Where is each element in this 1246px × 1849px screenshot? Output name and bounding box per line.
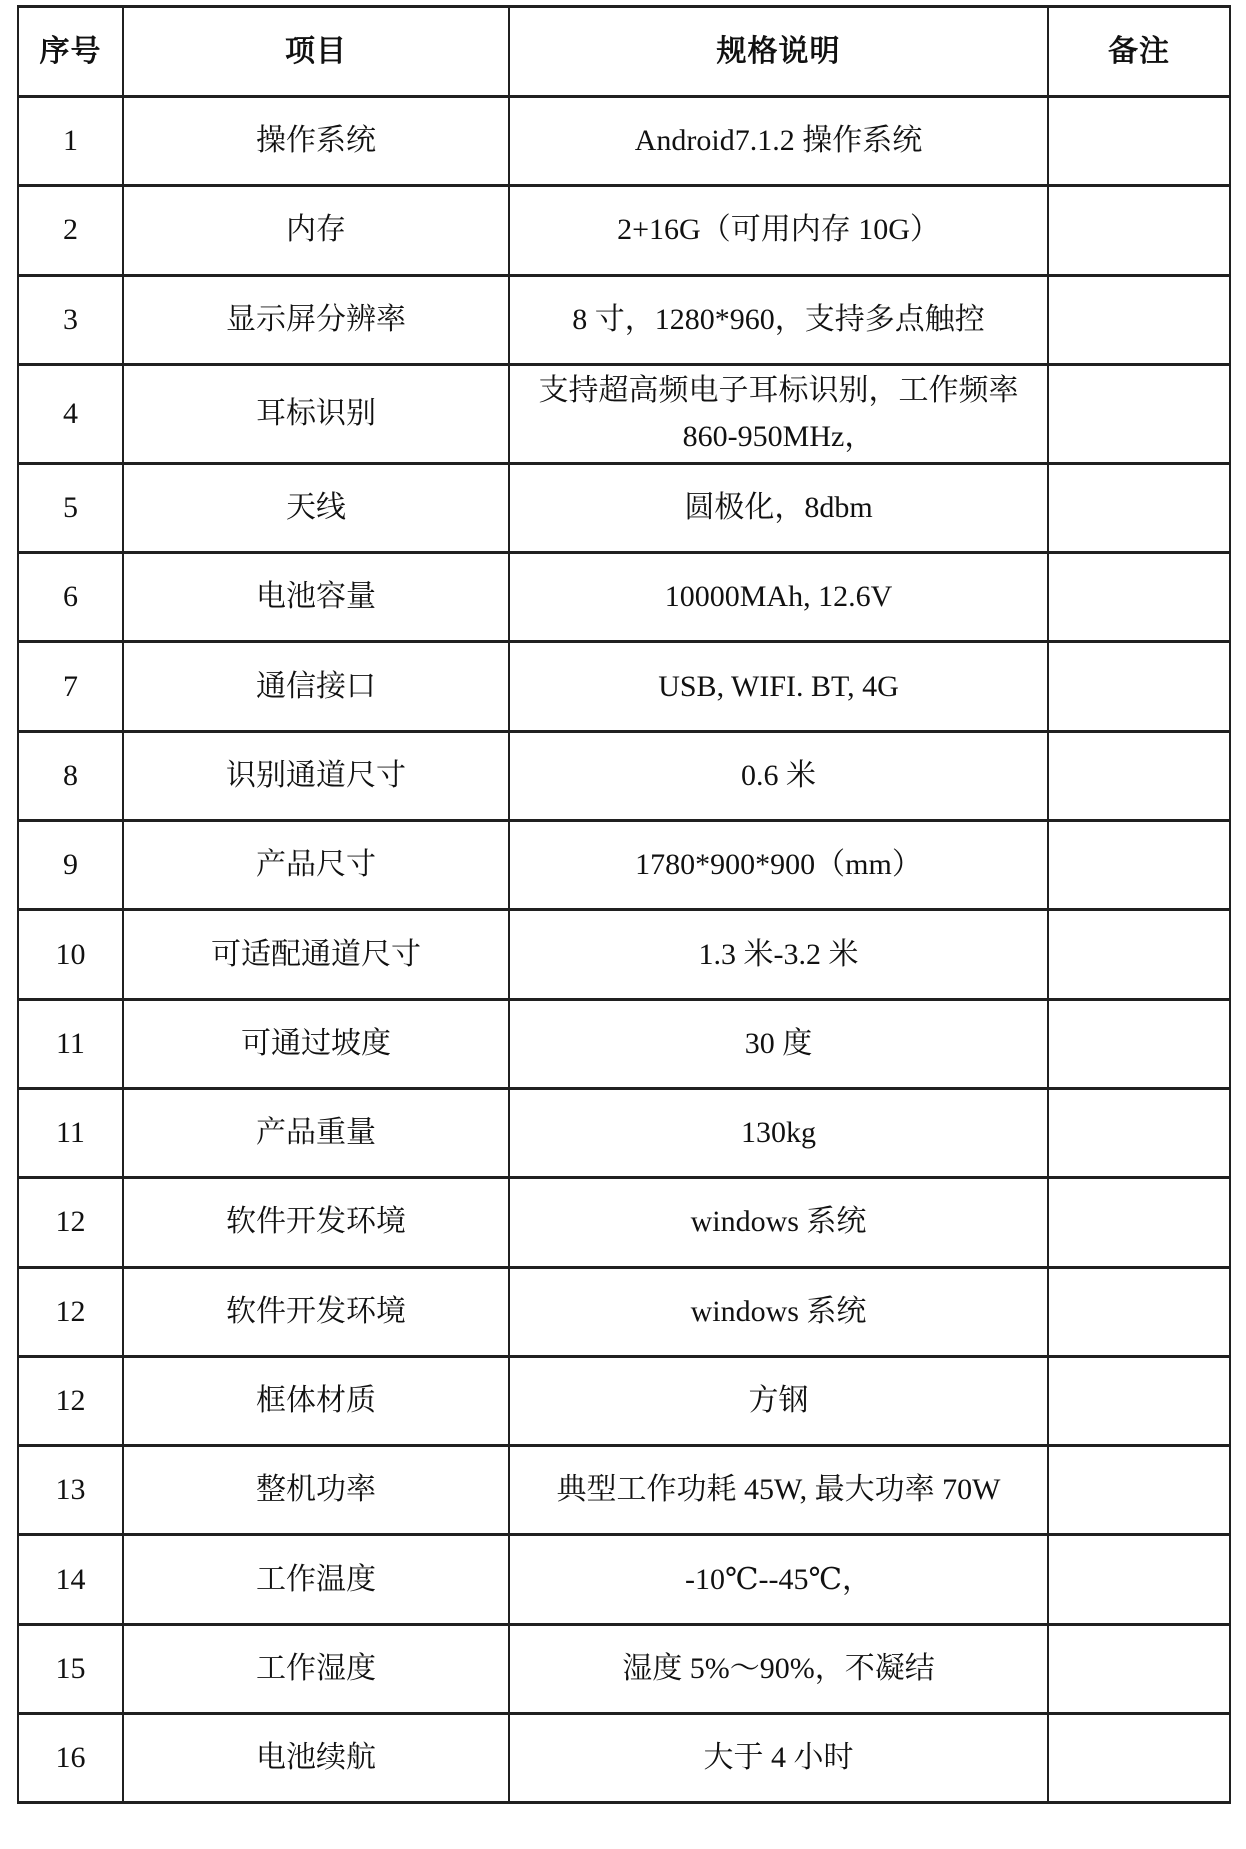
cell-spec: Android7.1.2 操作系统	[509, 97, 1048, 186]
cell-no: 12	[18, 1178, 123, 1267]
cell-spec: USB, WIFI. BT, 4G	[509, 642, 1048, 731]
cell-item: 操作系统	[123, 97, 509, 186]
cell-no: 14	[18, 1535, 123, 1624]
cell-note	[1048, 731, 1230, 820]
cell-item: 耳标识别	[123, 364, 509, 463]
cell-item: 显示屏分辨率	[123, 275, 509, 364]
table-row	[18, 1356, 1230, 1445]
spec-table-header	[18, 7, 1230, 97]
cell-item: 工作湿度	[123, 1624, 509, 1713]
cell-note	[1048, 186, 1230, 275]
cell-spec: 方钢	[509, 1356, 1048, 1445]
cell-no: 3	[18, 275, 123, 364]
header-item: 项目	[123, 7, 509, 97]
cell-spec: 典型工作功耗 45W, 最大功率 70W	[509, 1446, 1048, 1535]
cell-no: 13	[18, 1446, 123, 1535]
table-row	[18, 1088, 1230, 1177]
cell-item: 识别通道尺寸	[123, 731, 509, 820]
cell-note	[1048, 910, 1230, 999]
cell-item: 可通过坡度	[123, 999, 509, 1088]
cell-note	[1048, 1714, 1230, 1803]
table-row	[18, 731, 1230, 820]
cell-spec: windows 系统	[509, 1178, 1048, 1267]
spec-table-body	[18, 97, 1230, 1803]
cell-no: 12	[18, 1356, 123, 1445]
cell-no: 7	[18, 642, 123, 731]
cell-note	[1048, 999, 1230, 1088]
table-row	[18, 463, 1230, 552]
cell-note	[1048, 1535, 1230, 1624]
table-row	[18, 364, 1230, 463]
cell-spec: 30 度	[509, 999, 1048, 1088]
cell-no: 15	[18, 1624, 123, 1713]
cell-spec: 1.3 米-3.2 米	[509, 910, 1048, 999]
cell-item: 内存	[123, 186, 509, 275]
cell-spec: windows 系统	[509, 1267, 1048, 1356]
cell-no: 11	[18, 1088, 123, 1177]
cell-note	[1048, 1624, 1230, 1713]
cell-spec: 1780*900*900（mm）	[509, 821, 1048, 910]
cell-item: 框体材质	[123, 1356, 509, 1445]
cell-spec: 湿度 5%～90%，不凝结	[509, 1624, 1048, 1713]
cell-note	[1048, 97, 1230, 186]
table-row	[18, 1178, 1230, 1267]
header-no: 序号	[18, 7, 123, 97]
cell-no: 1	[18, 97, 123, 186]
cell-item: 可适配通道尺寸	[123, 910, 509, 999]
cell-note	[1048, 553, 1230, 642]
cell-note	[1048, 364, 1230, 463]
cell-no: 11	[18, 999, 123, 1088]
cell-no: 6	[18, 553, 123, 642]
table-row	[18, 1267, 1230, 1356]
cell-no: 16	[18, 1714, 123, 1803]
cell-note	[1048, 642, 1230, 731]
cell-no: 9	[18, 821, 123, 910]
cell-no: 5	[18, 463, 123, 552]
table-row	[18, 1624, 1230, 1713]
header-spec: 规格说明	[509, 7, 1048, 97]
table-row	[18, 910, 1230, 999]
cell-note	[1048, 463, 1230, 552]
cell-item: 电池续航	[123, 1714, 509, 1803]
cell-note	[1048, 1267, 1230, 1356]
cell-no: 2	[18, 186, 123, 275]
header-row	[18, 7, 1230, 97]
table-row	[18, 821, 1230, 910]
cell-note	[1048, 1088, 1230, 1177]
cell-spec: 2+16G（可用内存 10G）	[509, 186, 1048, 275]
cell-item: 软件开发环境	[123, 1267, 509, 1356]
cell-spec: 10000MAh, 12.6V	[509, 553, 1048, 642]
header-note: 备注	[1048, 7, 1230, 97]
cell-no: 12	[18, 1267, 123, 1356]
cell-item: 工作温度	[123, 1535, 509, 1624]
table-row	[18, 97, 1230, 186]
cell-spec: 0.6 米	[509, 731, 1048, 820]
table-row	[18, 642, 1230, 731]
cell-item: 整机功率	[123, 1446, 509, 1535]
spec-table	[17, 5, 1231, 1804]
cell-item: 产品尺寸	[123, 821, 509, 910]
table-row	[18, 1446, 1230, 1535]
cell-item: 产品重量	[123, 1088, 509, 1177]
table-row	[18, 186, 1230, 275]
cell-note	[1048, 1178, 1230, 1267]
cell-note	[1048, 821, 1230, 910]
cell-note	[1048, 1356, 1230, 1445]
cell-item: 软件开发环境	[123, 1178, 509, 1267]
cell-spec: -10℃--45℃，	[509, 1535, 1048, 1624]
table-row	[18, 999, 1230, 1088]
cell-spec: 8 寸，1280*960，支持多点触控	[509, 275, 1048, 364]
table-row	[18, 1714, 1230, 1803]
cell-spec: 130kg	[509, 1088, 1048, 1177]
table-row	[18, 275, 1230, 364]
cell-spec: 支持超高频电子耳标识别，工作频率 860-950MHz，	[509, 364, 1048, 463]
cell-item: 电池容量	[123, 553, 509, 642]
cell-spec: 大于 4 小时	[509, 1714, 1048, 1803]
table-row	[18, 553, 1230, 642]
cell-no: 4	[18, 364, 123, 463]
cell-note	[1048, 275, 1230, 364]
cell-item: 天线	[123, 463, 509, 552]
cell-item: 通信接口	[123, 642, 509, 731]
table-row	[18, 1535, 1230, 1624]
cell-no: 8	[18, 731, 123, 820]
cell-note	[1048, 1446, 1230, 1535]
cell-no: 10	[18, 910, 123, 999]
cell-spec: 圆极化，8dbm	[509, 463, 1048, 552]
